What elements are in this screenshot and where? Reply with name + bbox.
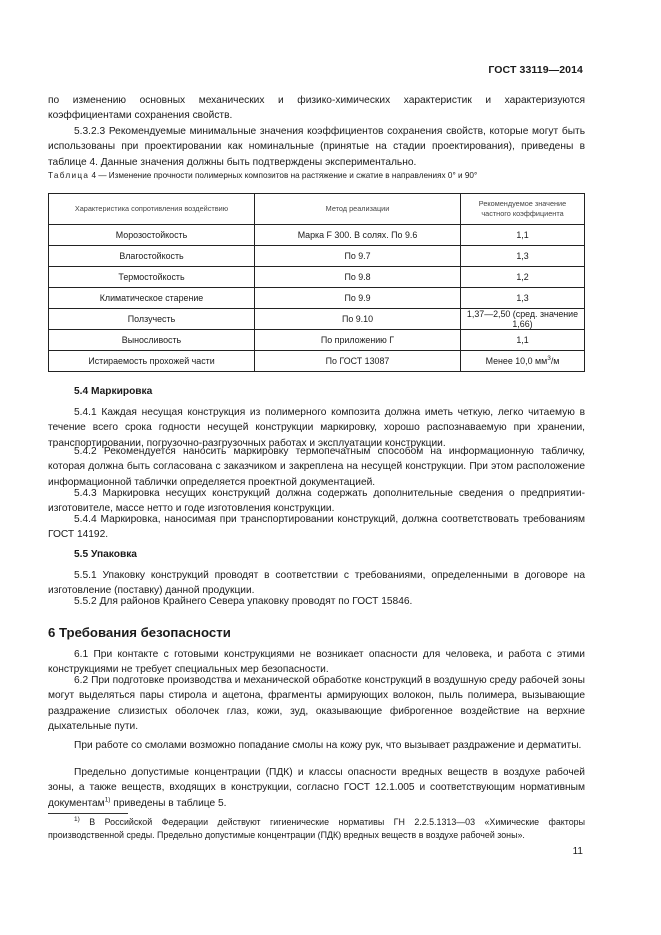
paragraph-6-1: 6.1 При контакте с готовыми конструкциями не возникает опасности для человека, и работа с этими конструкциями не требует специальных мер безопасности. [48,649,585,676]
table-cell: Выносливость [49,330,255,351]
table-cell: По 9.9 [255,288,461,309]
page-number: 11 [572,846,583,857]
table-row [49,330,585,351]
table-cell: Климатическое старение [49,288,255,309]
section-6-title: 6 Требования безопасности [48,625,231,640]
paragraph-pdk-text: Предельно допустимые концентрации (ПДК) и классы опасности вредных веществ в воздухе рабочей зоны, а также веществ, входящих в конструкции, согласно ГОСТ 12.1.005 и соответствующим нормативным документам [48,767,585,809]
table-cell: 1,1 [461,330,585,351]
table-cell: Термостойкость [49,267,255,288]
section-5-5-title: 5.5 Упаковка [74,549,137,560]
table-caption-text: 4 — Изменение прочности полимерных композитов на растяжение и сжатие в направлениях 0° и 90° [91,171,478,180]
table-cell: По 9.10 [255,309,461,330]
table-cell: По приложению Г [255,330,461,351]
standard-header: ГОСТ 33119—2014 [488,64,583,76]
table-header-cell: Рекомендуемое значение частного коэффициента [461,194,585,225]
paragraph-5-4-4: 5.4.4 Маркировка, наносимая при транспортировании конструкций, должна соответствовать требованиям ГОСТ 14192. [48,514,585,541]
table-cell: 1,3 [461,288,585,309]
table-cell: 1,1 [461,225,585,246]
paragraph-5-4-1: 5.4.1 Каждая несущая конструкция из полимерного композита должна иметь четкую, легко читаемую в течение всего срока годности несущей конструкции маркировку, хорошо распознаваемую при хранении, транспортировании, погрузочно-разгрузочных работах и эксплуатации конструкции. [48,407,585,449]
footnote-divider [48,813,128,814]
table-row [49,288,585,309]
table-caption [48,171,477,180]
table-cell: Истираемость прохожей части [49,351,255,372]
paragraph-pdk-tail: приведены в таблице 5. [110,797,227,809]
table-cell: По 9.8 [255,267,461,288]
table-cell: Морозостойкость [49,225,255,246]
table-row [49,351,585,372]
table-cell: Марка F 300. В солях. По 9.6 [255,225,461,246]
table-cell: По ГОСТ 13087 [255,351,461,372]
footnote [48,816,585,842]
table-row [49,267,585,288]
paragraph-5-5-2: 5.5.2 Для районов Крайнего Севера упаковку проводят по ГОСТ 15846. [74,596,413,607]
footnote-marker: 1) [74,816,80,824]
intro-paragraph: по изменению основных механических и физико-химических характеристик и характеризуются коэффициентами сохранения свойств. [48,95,585,122]
table-row [49,309,585,330]
table-header-cell: Метод реализации [255,194,461,225]
table-4 [48,193,585,372]
unit-superscript: 3 [547,355,551,363]
table-cell: 1,3 [461,246,585,267]
paragraph-6-2: 6.2 При подготовке производства и механической обработке конструкций в воздушную среду рабочей зоны могут выделяться пары стирола и ацетона, фрагменты армирующих волокон, пыль полимера, вызывающие раздражение слизистых оболочек глаз, кожи, зуд, оказывающие фиброгенное воздействие на верхние дыхательные пути. [48,675,585,733]
table-cell-abrasion-value [461,351,585,372]
table-caption-label: Таблица [48,171,90,180]
paragraph-5-5-1: 5.5.1 Упаковку конструкций проводят в соответствии с требованиями, определенными в договоре на изготовление (поставку) данной продукции. [48,570,585,597]
section-5-4-title: 5.4 Маркировка [74,386,153,397]
table-cell: 1,37—2,50 (сред. значение 1,66) [461,309,585,330]
unit-tail: /м [550,356,560,366]
paragraph-pdk [48,765,585,811]
table-cell: Влагостойкость [49,246,255,267]
abrasion-value-text: Менее 10,0 мм [485,356,548,366]
paragraph-resins: При работе со смолами возможно попадание смолы на кожу рук, что вызывает раздражение и дерматиты. [74,740,582,751]
table-cell: 1,2 [461,267,585,288]
paragraph-5-4-2: 5.4.2 Рекомендуется наносить маркировку термопечатным способом на информационную табличку, которая должна быть согласована с заказчиком и закреплена на несущей конструкции. При этом расположение информационной таблички определяется проектной документацией. [48,446,585,488]
table-cell: По 9.7 [255,246,461,267]
table-cell: Ползучесть [49,309,255,330]
table-header-row [49,194,585,225]
table-row [49,246,585,267]
table-header-cell: Характеристика сопротивления воздействию [49,194,255,225]
table-row [49,225,585,246]
footnote-text: В Российской Федерации действуют гигиенические нормативы ГН 2.2.5.1313—03 «Химические факторы производственной среды. Предельно допустимые концентрации (ПДК) вредных веществ в воздухе рабочей зоны». [48,817,585,840]
paragraph-5-3-2-3: 5.3.2.3 Рекомендуемые минимальные значения коэффициентов сохранения свойств, которые могут быть использованы при проектировании как номинальные (принятые на стадии проектирования), приведены в таблице 4. Данные значения должны быть подтверждены экспериментально. [48,126,585,168]
footnote-ref: 1) [104,796,111,804]
paragraph-5-4-3: 5.4.3 Маркировка несущих конструкций должна содержать дополнительные сведения о предприятии-изготовителе, массе нетто и годе изготовления конструкции. [48,488,585,515]
